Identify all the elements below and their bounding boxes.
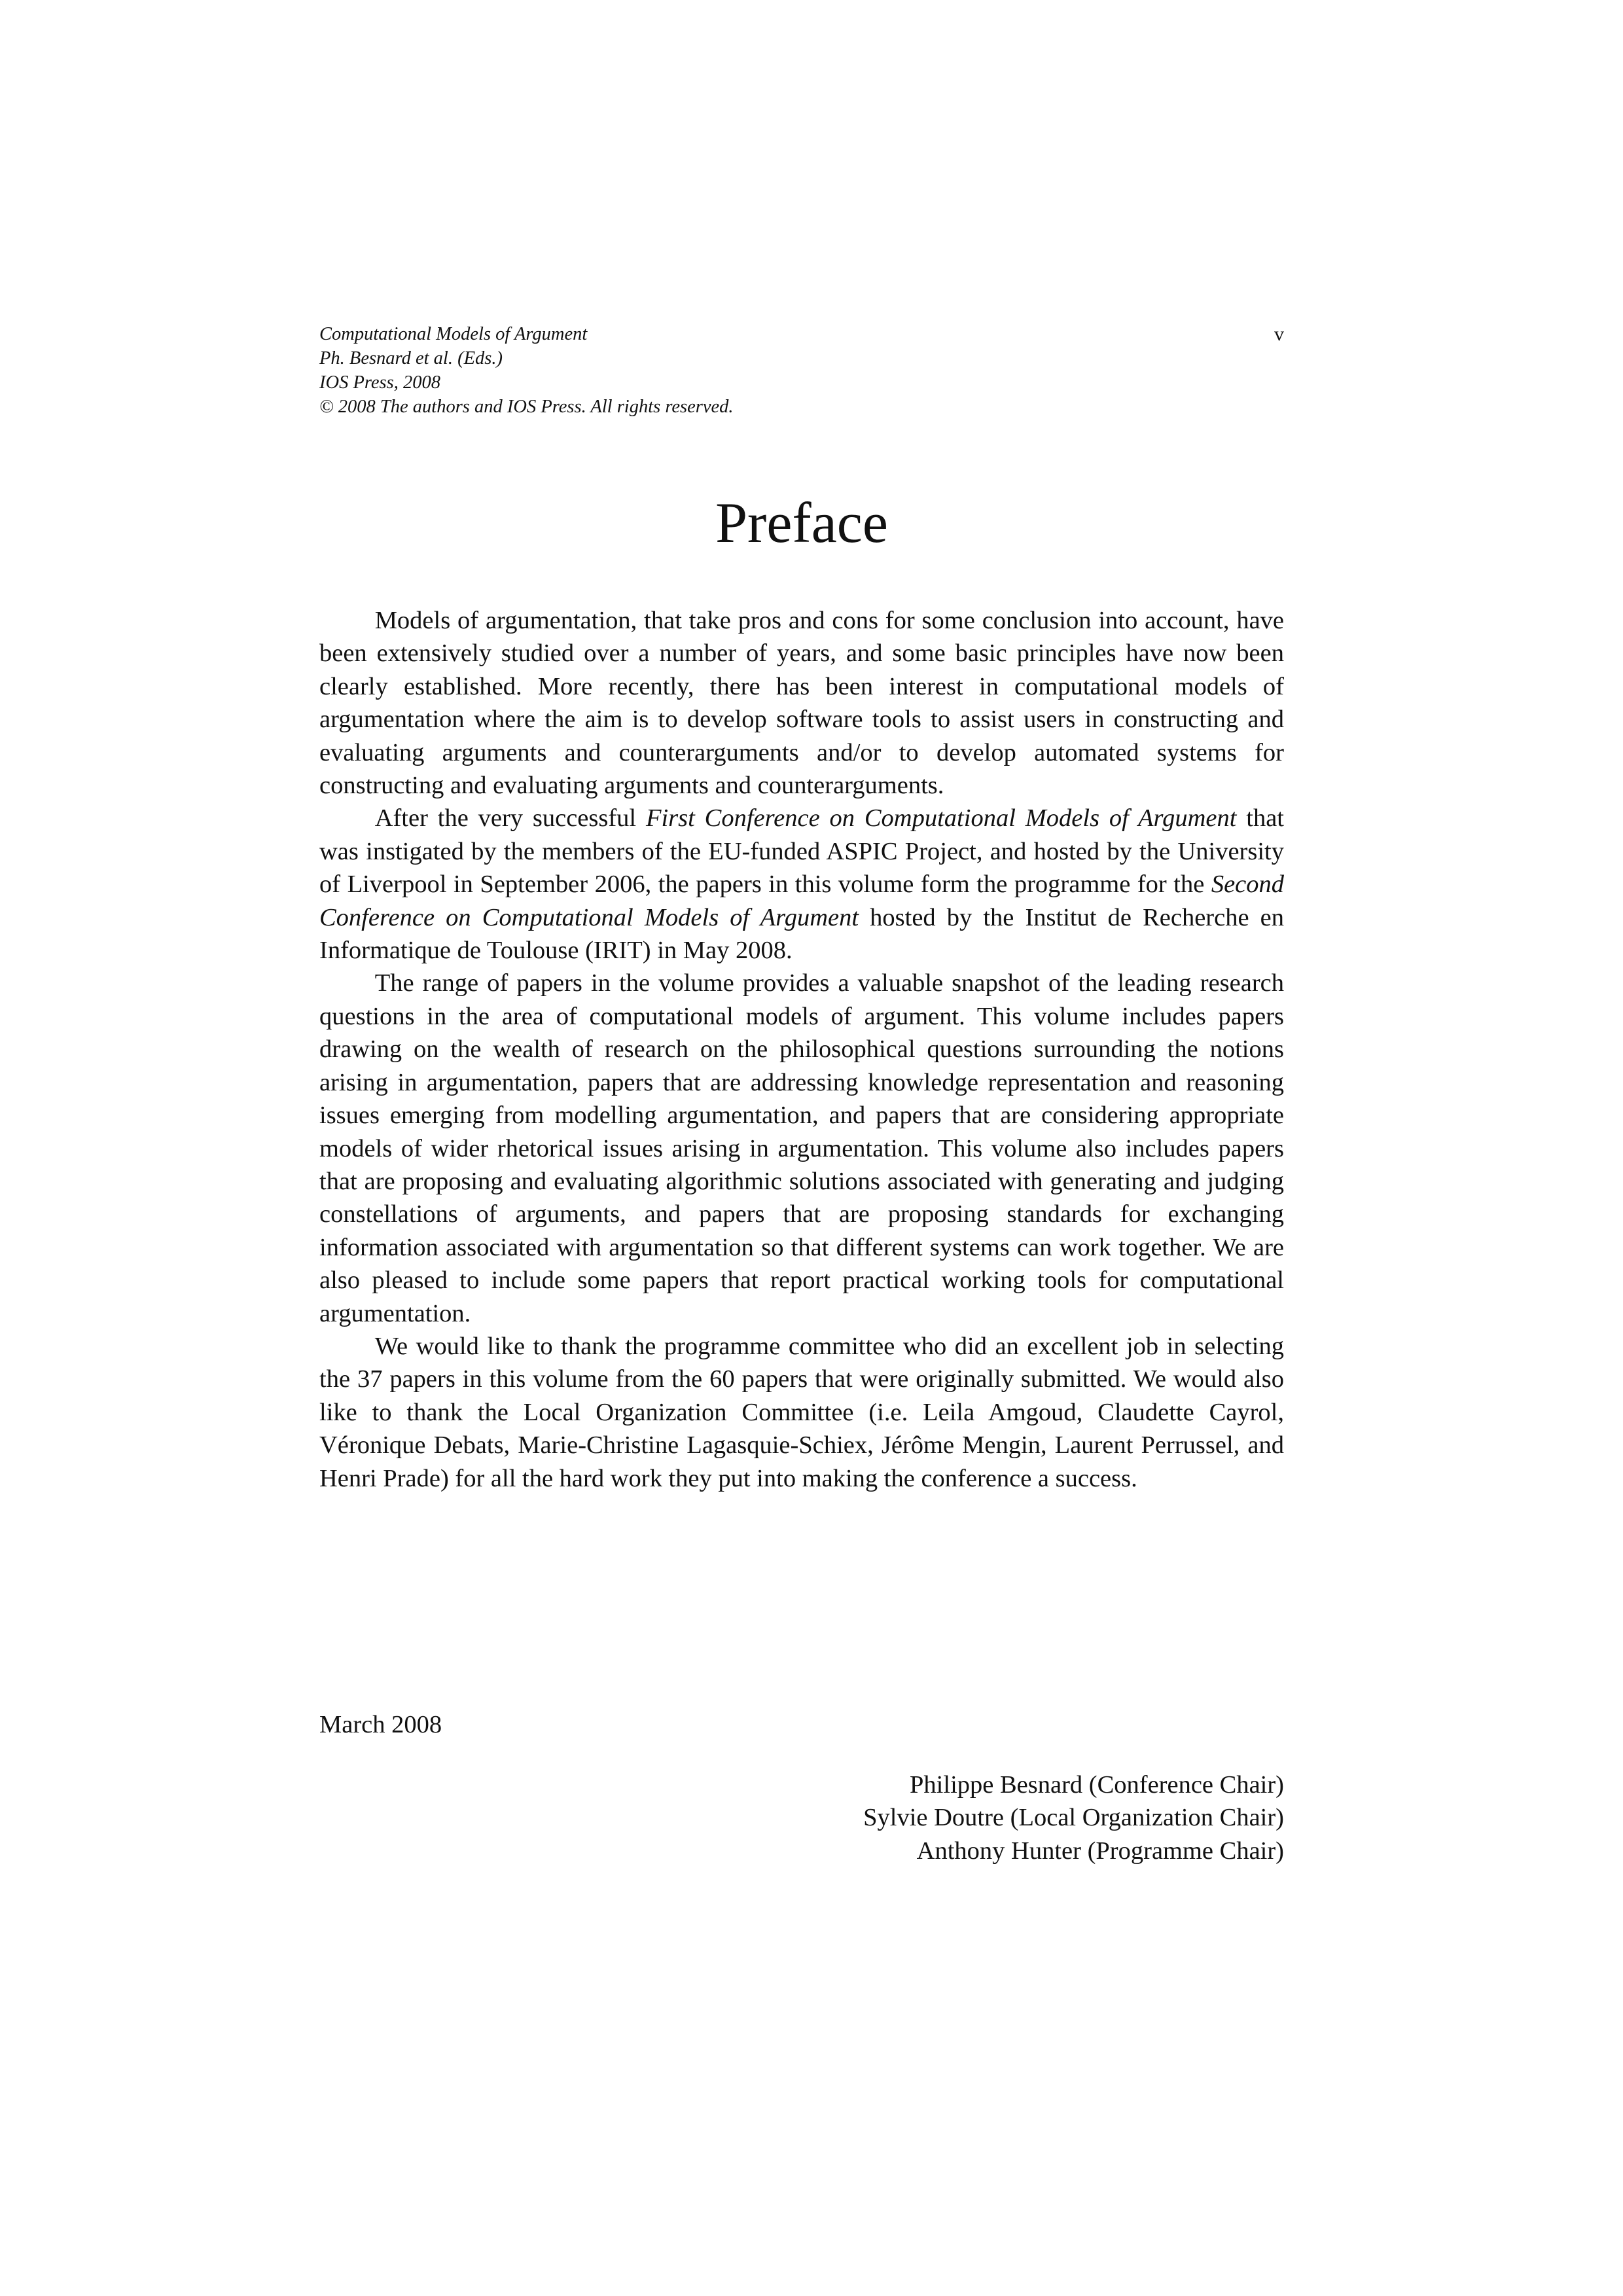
conference-name-second: Second Conference on Computational Models of Argument <box>319 870 1284 931</box>
header-editors: Ph. Besnard et al. (Eds.) <box>319 348 503 368</box>
conference-name-first: First Conference on Computational Models of Argument <box>645 804 1237 833</box>
signature-conference-chair: Philippe Besnard (Conference Chair) <box>910 1771 1284 1799</box>
paragraph-text: Models of argumentation, that take pros and cons for some conclusion into account, have been extensively studied over a number of years, and some basic principles have now been clearly established. More recently, there has been interest in computational models of argumentation where the aim is to develop software tools to assist users in constructing and evaluating arguments and counterarguments and/or to develop automated systems for constructing and evaluating arguments and counterarguments. <box>319 607 1284 800</box>
header-copyright: © 2008 The authors and IOS Press. All rights reserved. <box>319 397 734 417</box>
paragraph-text: We would like to thank the programme committee who did an excellent job in selecting the 37 papers in this volume from the 60 papers that were originally submitted. We would also like to thank the Local Organization Committee (i.e. Leila Amgoud, Claudette Cayrol, Véronique Debats, Marie-Christine Lagasquie-Schiex, Jérôme Mengin, Laurent Perrussel, and Henri Prade) for all the hard work they put into making the conference a success. <box>319 1332 1284 1492</box>
paragraph-text: that was instigated by the members of the EU-funded ASPIC Project, and hosted by the University of Liverpool in September 2006, the papers in this volume form the programme for the <box>319 804 1284 899</box>
paragraph-1 <box>319 604 1284 802</box>
preface-date: March 2008 <box>319 1711 442 1738</box>
preface-body <box>319 604 1284 1495</box>
paragraph-text: The range of papers in the volume provides a valuable snapshot of the leading research questions in the area of computational models of argument. This volume includes papers drawing on the wealth of research on the philosophical questions surrounding the notions arising in argumentation, papers that are addressing knowledge representation and reasoning issues emerging from modelling argumentation, and papers that are considering appropriate models of wider rhetorical issues arising in argumentation. This volume also includes papers that are proposing and evaluating algorithmic solutions associated with generating and judging constellations of arguments, and papers that are proposing standards for exchanging information associated with argumentation so that different systems can work together. We are also pleased to include some papers that report practical working tools for computational argumentation. <box>319 969 1284 1327</box>
page-title: Preface <box>715 492 888 555</box>
paragraph-2 <box>319 802 1284 967</box>
header-book-title: Computational Models of Argument <box>319 324 588 344</box>
paragraph-text: After the very successful <box>374 804 646 833</box>
paragraph-4 <box>319 1330 1284 1495</box>
signature-block <box>720 1768 1284 1867</box>
running-header <box>319 322 1284 419</box>
paragraph-3 <box>319 967 1284 1329</box>
paragraph-text: hosted by the Institut de Recherche en Informatique de Toulouse (IRIT) in May 2008. <box>319 903 1284 965</box>
header-publisher: IOS Press, 2008 <box>319 372 440 393</box>
signature-programme-chair: Anthony Hunter (Programme Chair) <box>916 1837 1284 1865</box>
page-number: v <box>1274 323 1284 345</box>
signature-local-organization-chair: Sylvie Doutre (Local Organization Chair) <box>863 1804 1284 1832</box>
